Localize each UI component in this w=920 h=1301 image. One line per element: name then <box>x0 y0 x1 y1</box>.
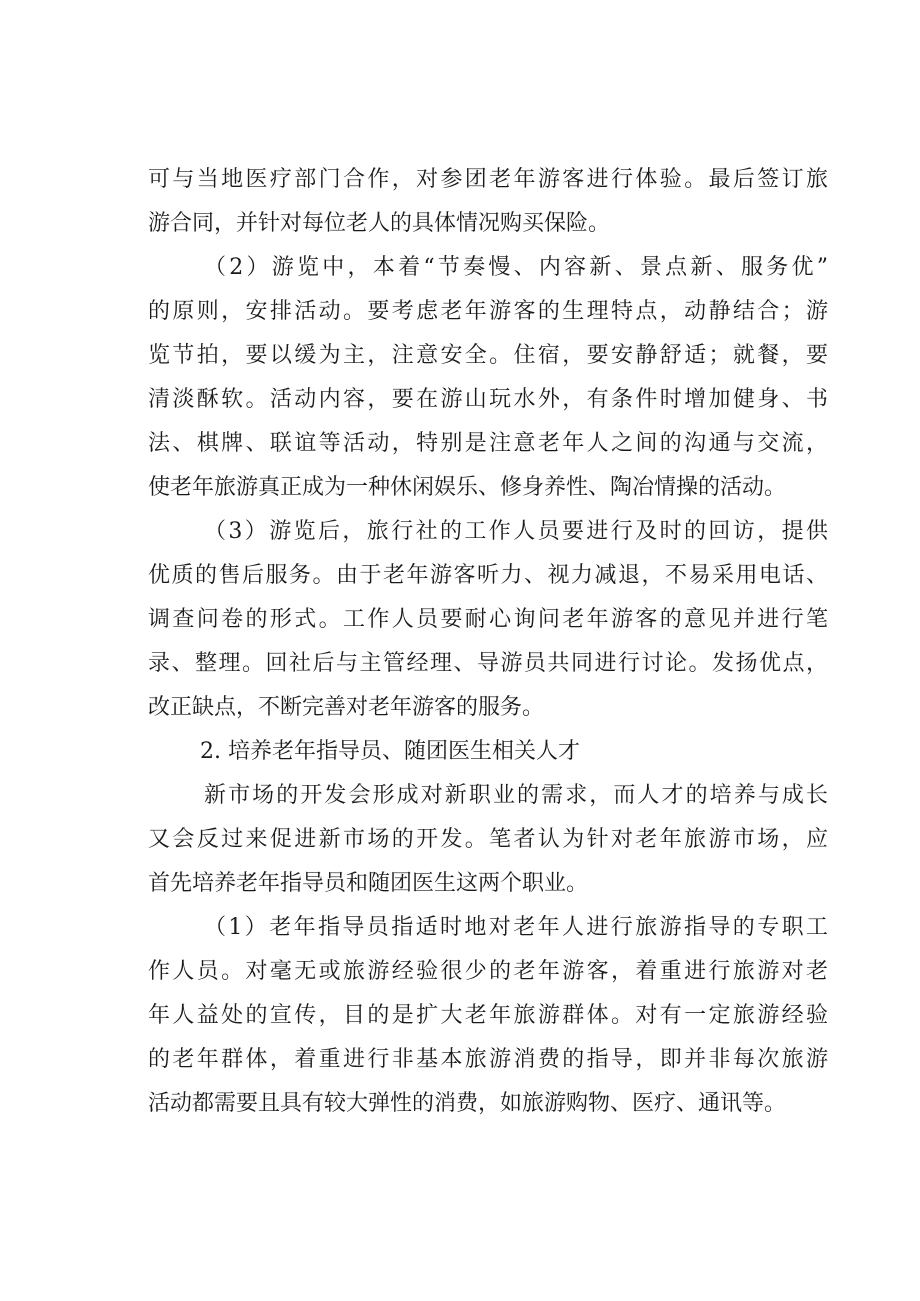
text-line: 法、棋牌、联谊等活动，特别是注意老年人之间的沟通与交流， <box>148 431 828 456</box>
text-line: 优质的售后服务。由于老年游客听力、视力减退，不易采用电话、 <box>148 563 828 588</box>
text-line: 改正缺点，不断完善对老年游客的服务。 <box>148 695 545 720</box>
paragraph-start-line: （2）游览中，本着“节奏慢、内容新、景点新、服务优” <box>204 255 828 280</box>
text-line: 调查问卷的形式。工作人员要耐心询问老年游客的意见并进行笔 <box>148 607 828 632</box>
paragraph-start-line: （3）游览后，旅行社的工作人员要进行及时的回访，提供 <box>204 519 828 544</box>
text-line: 览节拍，要以缓为主，注意安全。住宿，要安静舒适；就餐，要 <box>148 343 828 368</box>
text-line: 首先培养老年指导员和随团医生这两个职业。 <box>148 871 589 896</box>
text-line: 可与当地医疗部门合作，对参团老年游客进行体验。最后签订旅 <box>148 167 828 192</box>
section-heading: 2. 培养老年指导员、随团医生相关人才 <box>200 739 580 764</box>
text-line: 年人益处的宣传，目的是扩大老年旅游群体。对有一定旅游经验 <box>148 1003 828 1028</box>
text-line: 活动都需要且具有较大弹性的消费，如旅游购物、医疗、通讯等。 <box>148 1091 787 1116</box>
text-line: 又会反过来促进新市场的开发。笔者认为针对老年旅游市场，应 <box>148 827 828 852</box>
text-line: 的原则，安排活动。要考虑老年游客的生理特点，动静结合；游 <box>148 299 828 324</box>
text-line: 清淡酥软。活动内容，要在游山玩水外，有条件时增加健身、书 <box>148 387 828 412</box>
text-line: 游合同，并针对每位老人的具体情况购买保险。 <box>148 211 611 236</box>
text-line: 使老年旅游真正成为一种休闲娱乐、修身养性、陶冶情操的活动。 <box>148 475 787 500</box>
text-line: 的老年群体，着重进行非基本旅游消费的指导，即并非每次旅游 <box>148 1047 828 1072</box>
text-line: 录、整理。回社后与主管经理、导游员共同进行讨论。发扬优点， <box>148 651 828 676</box>
text-line: 作人员。对毫无或旅游经验很少的老年游客，着重进行旅游对老 <box>148 959 828 984</box>
paragraph-start-line: （1）老年指导员指适时地对老年人进行旅游指导的专职工 <box>204 915 828 940</box>
paragraph-start-line: 新市场的开发会形成对新职业的需求，而人才的培养与成长 <box>204 783 828 808</box>
